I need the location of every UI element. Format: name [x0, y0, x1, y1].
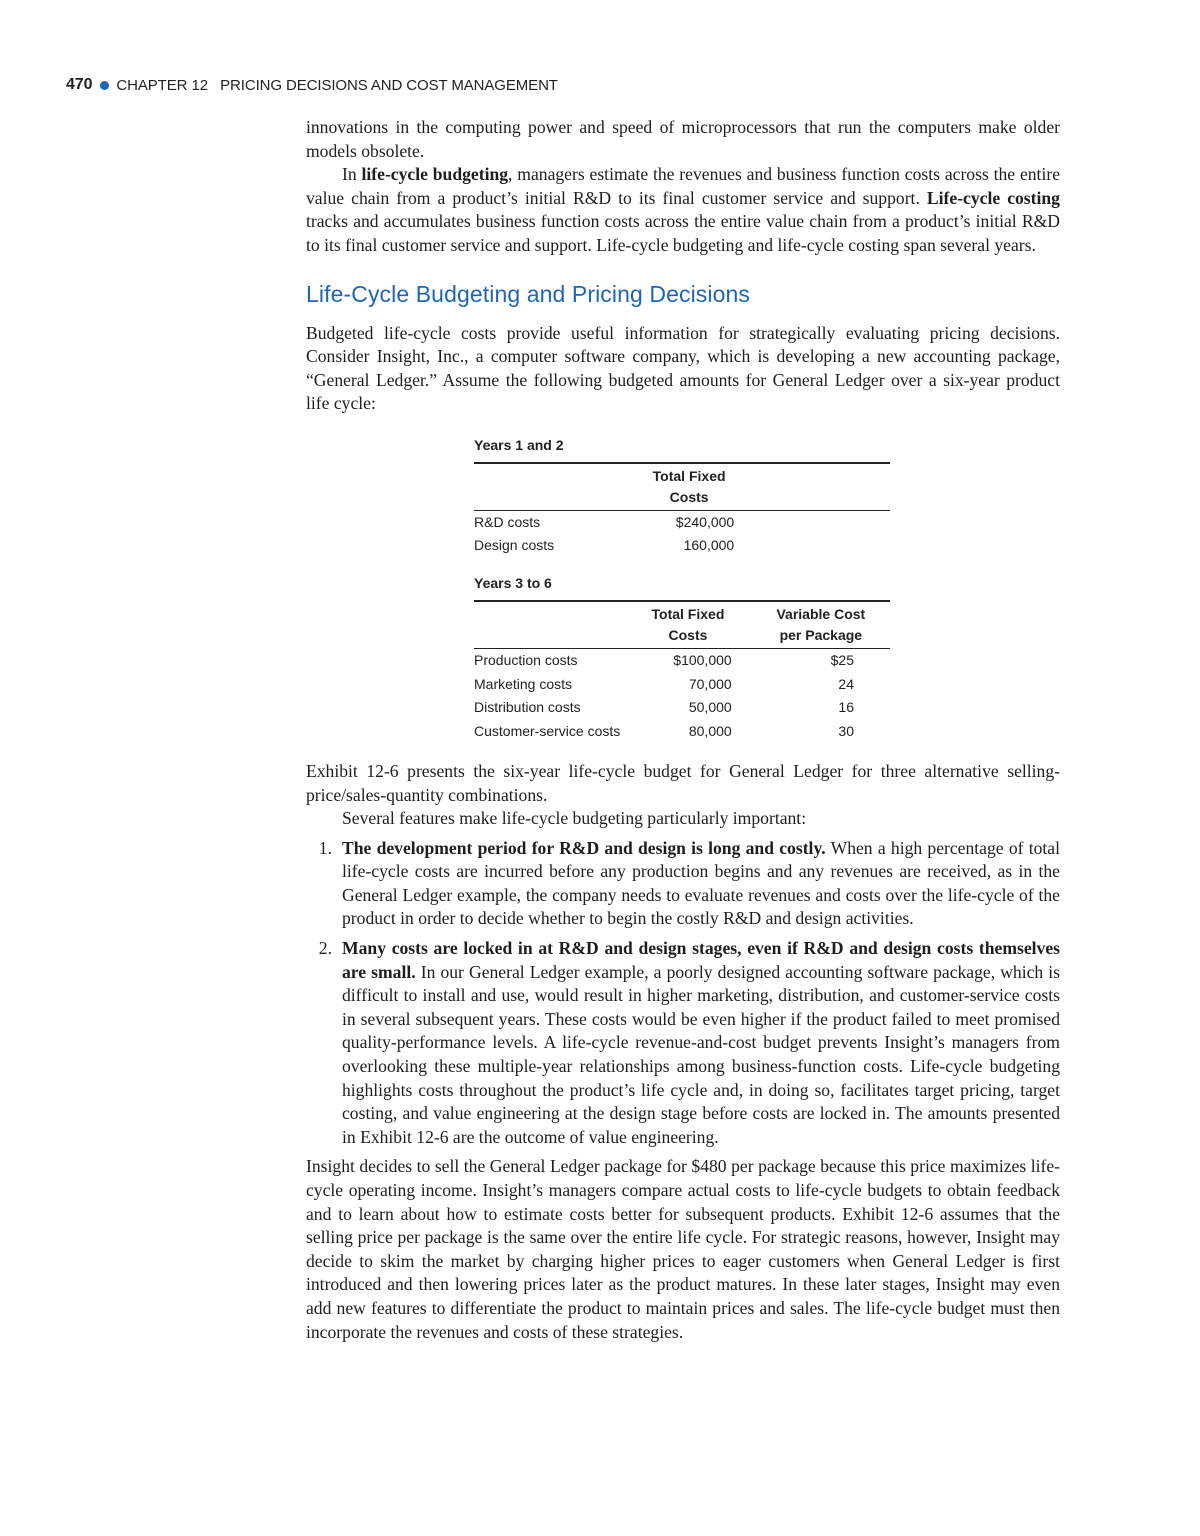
header-blank: [474, 601, 622, 649]
closing-paragraph: Insight decides to sell the General Ledger package for $480 per package because this price maximizes life-cycle operating income. Insight’s managers compare actual costs to life-cycle budgets to obtain feedback and to learn about how to estimate costs better for subsequent products. Exhibit 12-6 assumes that the selling price per package is the same over the entire life cycle. For strategic reasons, however, Insight may decide to skim the market by charging higher prices to eager customers when General Ledger is first introduced and then lowering prices later as the product matures. In these later stages, Insight may even add new features to differentiate the product to maintain prices and sales. The life-cycle budget must then incorporate the revenues and costs of these strategies.: [306, 1156, 1060, 1342]
list-number: 1.: [318, 837, 332, 858]
row-label: Customer-service costs: [474, 723, 621, 740]
col-header-fixed-line1: Total Fixed: [651, 605, 725, 622]
header-blank: [474, 463, 622, 511]
row-label: Design costs: [474, 537, 555, 554]
fixed-cost: 80,000: [688, 723, 732, 740]
table-title: Years 3 to 6: [474, 575, 552, 592]
text-run: tracks and accumulates business function costs across the entire value chain from a product’s initial R&D to its final customer service and support. Life-cycle budgeting and life-cycle costing span several years.: [306, 211, 1060, 255]
term-life-cycle-costing: Life-cycle costing: [926, 187, 1060, 208]
fixed-cost: $100,000: [673, 651, 732, 668]
header-blank: [734, 463, 890, 511]
row-label: Distribution costs: [474, 699, 581, 716]
years-1-2-table: [474, 462, 890, 559]
col-header-fixed: [622, 463, 734, 511]
page-number: 470: [66, 76, 93, 93]
col-header-variable-line1: Variable Cost: [776, 605, 866, 622]
list-item-text: In our General Ledger example, a poorly designed accounting software package, which is difficult to install and use, would result in higher marketing, distribution, and customer-service costs in several subsequent years. These costs would be even higher if the product failed to meet promised quality-performance levels. A life-cycle revenue-and-cost budget prevents Insight’s managers from overlooking these multiple-year relationships among business-function costs. Life-cycle budgeting highlights costs throughout the product’s life cycle and, in doing so, facilitates target pricing, target costing, and value engineering at the design stage before costs are locked in. The amounts presented in Exhibit 12-6 are the outcome of value engineering.: [342, 961, 1060, 1147]
years-1-2-table-block: [474, 434, 890, 558]
table-title: Years 1 and 2: [474, 436, 564, 453]
table-row: [474, 510, 890, 534]
exhibit-paragraph: Exhibit 12-6 presents the six-year life-cycle budget for General Ledger for three alternative selling-price/sales-quantity combinations.: [306, 760, 1060, 805]
section-heading: Life-Cycle Budgeting and Pricing Decisions: [306, 280, 750, 307]
features-list: [306, 837, 1060, 1150]
term-life-cycle-budgeting: life-cycle budgeting: [361, 164, 509, 185]
col-header-fixed-line2: Costs: [668, 626, 708, 643]
body-text: [306, 760, 1060, 1344]
variable-cost: 30: [838, 723, 854, 740]
fixed-cost: 50,000: [688, 699, 732, 716]
definition-paragraph: [306, 163, 1060, 257]
fixed-cost: 70,000: [688, 675, 732, 692]
table-row: [474, 673, 890, 697]
text-run: , managers estimate the revenues and business function costs across the entire value chain from a product’s initial R&D to its final customer service and support.: [306, 164, 1060, 208]
continuation-paragraph: innovations in the computing power and speed of microprocessors that run the computers make older models obsolete.: [306, 117, 1060, 161]
fixed-cost: $240,000: [675, 513, 735, 530]
list-item-lead: The development period for R&D and design is long and costly.: [342, 837, 826, 858]
running-head: [66, 76, 558, 94]
section-intro-paragraph: Budgeted life-cycle costs provide useful information for strategically evaluating pricing decisions. Consider Insight, Inc., a computer software company, which is developing a new accounting package, “General Ledger.” Assume the following budgeted amounts for General Ledger over a six-year product life cycle:: [306, 322, 1060, 414]
row-label: Marketing costs: [474, 675, 573, 692]
variable-cost: 16: [838, 699, 854, 716]
chapter-title: CHAPTER 12 PRICING DECISIONS AND COST MANAGEMENT: [116, 76, 558, 94]
list-item-lead: Many costs are locked in at R&D and design stages, even if R&D and design costs themselves are small.: [342, 938, 1060, 982]
bullet-dot-icon: [100, 81, 109, 90]
empty-cell: [734, 510, 890, 534]
list-item-text: When a high percentage of total life-cycle costs are incurred before any production begins and any revenues are received, as in the General Ledger example, the company needs to evaluate revenues and costs over the life-cycle of the product in order to decide whether to begin the costly R&D and design activities.: [342, 837, 1060, 929]
variable-cost: 24: [838, 675, 854, 692]
features-intro: Several features make life-cycle budgeting particularly important:: [342, 808, 807, 829]
table-row: [474, 720, 890, 744]
col-header-fixed-line2: Costs: [669, 488, 709, 505]
col-header-variable-line2: per Package: [779, 626, 863, 643]
row-label: R&D costs: [474, 513, 541, 530]
table-row: [474, 534, 890, 558]
list-number: 2.: [318, 938, 332, 959]
empty-cell: [734, 534, 890, 558]
page-content: [306, 116, 1060, 1344]
table-row: [474, 696, 890, 720]
fixed-cost: 160,000: [683, 537, 735, 554]
table-row: [474, 648, 890, 672]
col-header-fixed: [622, 601, 731, 649]
col-header-fixed-line1: Total Fixed: [652, 467, 726, 484]
variable-cost: $25: [830, 651, 854, 668]
list-item: [306, 837, 1060, 931]
years-3-6-table: [474, 600, 890, 744]
col-header-variable: [732, 601, 890, 649]
list-item: [306, 937, 1060, 1149]
years-3-6-table-block: [474, 572, 890, 744]
text-run: In: [342, 164, 362, 185]
row-label: Production costs: [474, 651, 578, 668]
